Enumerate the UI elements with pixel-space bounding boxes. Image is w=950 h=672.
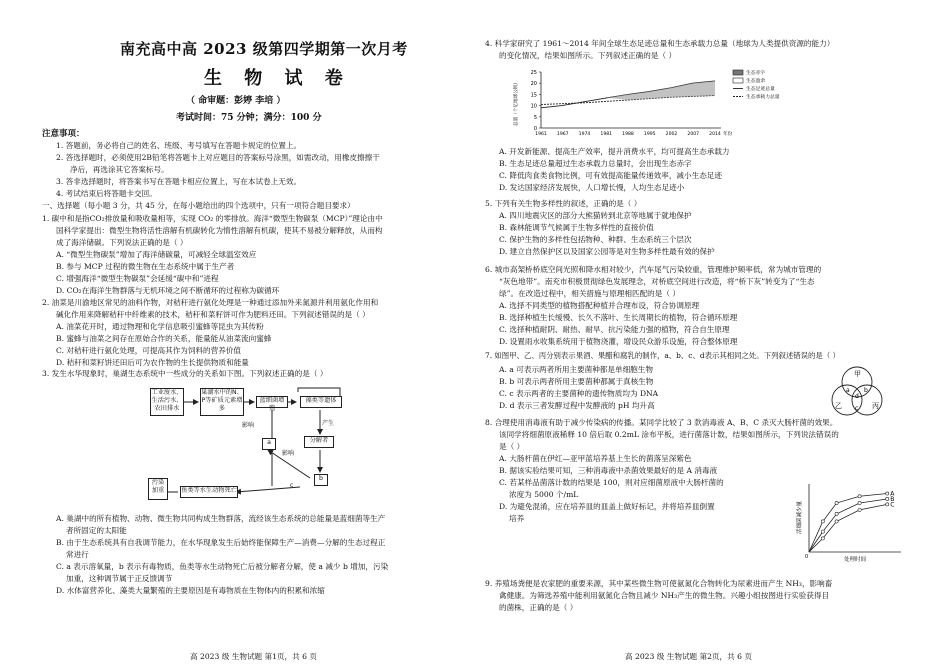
y-tick-label: 15 <box>530 92 537 99</box>
q7-option: D. d 表示三者发酵过程中发酵液的 pH 均升高 <box>499 401 655 410</box>
q2-option: D. 秸秆和菜籽饼还田后可为农作物的生长提供物质和能量 <box>56 358 249 367</box>
venn-label-c: c <box>855 405 859 412</box>
q9-line: 9. 养殖场粪便是农家肥的重要来源，其中某些微生物可使氨氮化合物转化为尿素进而产生 NH₃，影响畜 <box>485 579 833 588</box>
x-tick-label: 2002 <box>665 132 678 137</box>
q3-option: C. a 表示溶氧量，b 表示有毒物质，鱼类等水生动物死亡后被分解者分解，使 a 减少 b 增加，污染 <box>56 562 389 571</box>
x-tick-label: 1967 <box>556 132 569 137</box>
q3-option: B. 由于生态系统具有自我调节能力，在水华现象发生后始终能保障生产—消费—分解的生态过程正 <box>56 538 386 547</box>
q7-options <box>485 364 658 412</box>
x-tick-label: 1988 <box>622 132 634 137</box>
y-tick-label: 20 <box>530 81 537 88</box>
q2-line: 碱化作用来降解秸秆中纤维素的技术，秸秆和菜籽饼可作为肥料还田。下列叙述错误的是（ ） <box>56 310 370 319</box>
x-axis-label: 年份 <box>723 132 733 137</box>
q8-line: 该同学将细菌原液稀释 10 倍后取 0.2mL 涂布平板，进行菌落计数，结果如图所示，下列说法错误的 <box>499 430 839 439</box>
q5-option: B. 森林能调节气候属于生物多样性的直接价值 <box>499 223 654 232</box>
q1-option: D. CO₂在海洋生物群落与无机环境之间不断循环的过程称为碳循环 <box>56 286 280 295</box>
q1-option: B. 参与 MCP 过程的微生物在生态系统中属于生产者 <box>56 262 235 271</box>
q4-option: A. 开发新能源、提高生产效率，提升消费水平，均可提高生态承载力 <box>499 147 730 156</box>
q3-option: D. 水体富营养化、藻类大量繁殖的主要原因是有毒物质在生物体内的积累和浓缩 <box>56 586 325 595</box>
note-item: 净后，再选涂其它答案标号。 <box>70 165 169 174</box>
venn-label-a: a <box>846 387 850 394</box>
question-6 <box>485 264 821 348</box>
q5-line: 5. 下列有关生物多样性的叙述，正确的是（ ） <box>485 199 642 208</box>
diagram-label-c: c <box>290 482 294 489</box>
question-5 <box>485 198 715 258</box>
notes-heading: 注意事项： <box>42 129 85 139</box>
origin-label: 0 <box>805 554 809 560</box>
note-item: 3. 答非选择题时，将答案书写在答题卡相应位置上，写在本试卷上无效。 <box>56 177 302 186</box>
legend-entry: 生态赤字 <box>746 71 766 76</box>
q6-option: B. 选择种植生长缓慢、长久不落叶、生长周期长的植物，符合循环原理 <box>499 313 738 322</box>
series-point <box>835 512 838 515</box>
q2-option: A. 油菜花开时，通过物理和化学信息吸引蜜蜂等昆虫为其传粉 <box>56 322 264 331</box>
question-2 <box>42 297 378 369</box>
q4-chart <box>511 66 841 146</box>
series-point <box>821 537 824 540</box>
q1-line: 国科学家提出：微型生物将活性溶解有机碳转化为惰性溶解有机碳，使其不易被分解释放，从而构 <box>56 226 383 235</box>
q6-option: A. 选择不同类型的植物搭配种植并合理布设，符合协调原理 <box>499 301 700 310</box>
notes-list <box>56 140 380 200</box>
q3-option: A. 巢湖中的所有植物、动物、微生物共同构成生物群落，流经该生态系统的总能量是蓝细菌等生产 <box>56 514 386 523</box>
q1-option: A. “微型生物碳泵”增加了海洋储碳量，可减轻全球温室效应 <box>56 250 257 259</box>
series-point <box>858 495 861 498</box>
q4-option: D. 发达国家经济发展快，人口增长慢，人均生态足迹小 <box>499 183 685 192</box>
q7-venn <box>827 364 887 420</box>
q4-option: C. 降低肉食类食物比例，可有效提高能量传递效率，减小生态足迹 <box>499 171 722 180</box>
q1-option: C. 增强海洋“微型生物碳泵”会延缓“碳中和”进程 <box>56 274 219 283</box>
series-point <box>886 503 889 506</box>
q4-option: B. 生态足迹总量超过生态承载力总量时，会出现生态赤字 <box>499 159 692 168</box>
diagram-box-nutrients: 巢湖水中的N、P等矿质元素增多 <box>200 388 244 416</box>
q4-options <box>485 146 730 194</box>
exam-subject: 生 物 试 卷 <box>204 68 351 89</box>
diagram-box-remains: 藻类等遗体 <box>300 396 342 408</box>
diagram-label-a: a <box>262 438 276 450</box>
q8-option: 培养 <box>509 514 525 523</box>
page-2 <box>475 0 950 672</box>
exam-title: 南充高中高 2023 级第四学期第一次月考 <box>120 40 408 58</box>
x-tick-label: 1961 <box>535 132 547 137</box>
q8-option: A. 大肠杆菌在伊红—亚甲蓝培养基上生长的菌落呈深紫色 <box>499 454 692 463</box>
q7-line: 7. 如图甲、乙、丙分别表示果酒、果醋和腐乳的制作，a、b、c、d表示其相同之处。下列叙述错误的是（ ） <box>485 351 840 360</box>
q1-line: 1. 碳中和是指CO₂排放量和吸收量相等，实现 CO₂ 的零排放。海洋“微型生物碳泵（MCP）”理论由中 <box>42 214 383 223</box>
q3-option: 常进行 <box>66 550 89 559</box>
series-line-A <box>809 494 887 552</box>
q2-line: 2. 油菜是川渝地区常见的油料作物，对秸秆进行氨化处理是一种通过添加外来氮源并利用氨化作用和 <box>42 298 379 307</box>
venn-label-bing: 丙 <box>872 402 879 410</box>
diagram-label-influence: 影响 <box>242 422 255 429</box>
q8-line: 是（ ） <box>499 442 525 451</box>
q3-options <box>42 513 388 597</box>
q7-option: B. b 可表示两者所用主要菌种都属于真核生物 <box>499 377 654 386</box>
legend-entry: 生态盈余 <box>746 79 766 84</box>
y-axis-label: 活细菌减少量 <box>797 500 803 534</box>
question-3 <box>42 368 327 380</box>
q9-line: 的菌株，正确的是（ ） <box>499 603 578 612</box>
diagram-label-influence: 影响 <box>282 450 295 457</box>
q8-option: 浓度为 5000 个/mL <box>509 490 579 499</box>
q8-option: B. 据该实验结果可知，三种消毒液中杀菌效果最好的是 A 消毒液 <box>499 466 718 475</box>
y-tick-label: 10 <box>530 103 537 110</box>
series-point <box>886 492 889 495</box>
q8-chart-svg <box>791 478 911 568</box>
y-tick-label: 0 <box>533 126 537 132</box>
q2-option: B. 蜜蜂与油菜之间存在原始合作的关系，能量能从油菜流向蜜蜂 <box>56 334 272 343</box>
note-item: 4. 考试结束后将答题卡交回。 <box>56 189 157 198</box>
x-tick-label: 1995 <box>643 132 656 137</box>
x-tick-label: 2007 <box>687 132 700 137</box>
legend-entry: 生态足迹总量 <box>746 87 775 92</box>
venn-svg <box>827 364 887 420</box>
venn-label-b: b <box>864 387 868 394</box>
note-item: 1. 答题前，务必将自己的姓名、班级、考号填写在答题卡规定的位置上。 <box>56 141 302 150</box>
x-tick-label: 1974 <box>578 132 591 137</box>
question-8 <box>485 417 839 525</box>
diagram-box-cyanobacteria: 蓝细菌增殖 <box>256 396 288 408</box>
series-label: A <box>890 490 895 498</box>
diagram-label-b: b <box>314 474 328 486</box>
q3-option: 者所固定的太阳能 <box>66 526 127 535</box>
diagram-box-wastewater: 工业废水、生活污水、农田排水 <box>150 388 184 416</box>
y-axis-label: 总量（十亿地球公顷） <box>514 80 519 126</box>
note-item: 2. 答选择题时，必须使用2B铅笔将答题卡上对应题目的答案标号涂黑，如需改动，用橡皮擦擦干 <box>56 153 380 162</box>
series-point <box>835 520 838 523</box>
deficit-area <box>607 81 715 100</box>
section-heading: 一、选择题（每小题 3 分，共 45 分，在每小题给出的四个选项中，只有一项符合题目要求） <box>42 201 355 210</box>
q6-option: D. 设置雨水收集系统用于植物浇灌，增设民众游乐设施，符合整体原理 <box>499 337 738 346</box>
question-7 <box>485 350 840 362</box>
y-tick-label: 5 <box>533 114 537 121</box>
q4-line: 4. 科学家研究了 1961～2014 年间全球生态足迹总量和生态承载力总量（地球为人类提供资源的能力） <box>485 39 835 48</box>
q3-diagram <box>150 386 370 508</box>
y-tick-label: 25 <box>530 70 537 76</box>
venn-label-d: d <box>855 393 859 400</box>
series-point <box>835 501 838 504</box>
series-label: C <box>890 501 895 509</box>
q4-chart-svg <box>511 66 841 146</box>
diagram-label-produce: 产生 <box>322 420 335 427</box>
exam-info: 考试时间：75 分钟；满分：100 分 <box>176 113 322 123</box>
q5-option: C. 保护生物的多样性包括物种、种群、生态系统三个层次 <box>499 235 692 244</box>
question-1 <box>42 213 383 297</box>
footer-left: 高 2023 级 生物试题 第1页，共 6 页 <box>190 652 318 661</box>
q8-chart <box>791 478 911 568</box>
q8-option: D. 为避免混淆，应在培养皿的皿盖上做好标记，并将培养皿倒置 <box>499 502 715 511</box>
diagram-box-fish-death: 鱼类等水生动物死亡 <box>180 486 238 498</box>
legend-entry: 生态承载力总量 <box>746 95 780 100</box>
diagram-box-decomposer: 分解者 <box>304 436 334 448</box>
q7-option: C. c 表示两者的主要菌种的遗传物质均为 DNA <box>499 389 659 398</box>
series-point <box>858 501 861 504</box>
legend-swatch <box>733 70 743 75</box>
footer-right: 高 2023 级 生物试题 第2页，共 6 页 <box>625 652 753 661</box>
q1-line: 成了海洋储碳。下列说法正确的是（ ） <box>56 238 188 247</box>
q9-line: 禽健康。为筛选养殖中能利用氨氮化合物且减少 NH₃产生的微生物。兴趣小组按图进行实验获得目 <box>499 591 830 600</box>
q6-line: 绿”。在改造过程中，相关措施与原理相匹配的是（ ） <box>499 289 680 298</box>
q3-line: 3. 发生水华现象时，巢湖生态系统中一些成分的关系如下图。下列叙述正确的是（ ） <box>42 369 328 378</box>
q6-line: 6. 城市高架桥桥底空间光照和降水相对较少，汽车尾气污染较重，管理维护频率低，常为城市管理的 <box>485 265 822 274</box>
diagram-box-pollution: 污染加重 <box>148 478 168 500</box>
q3-option: 加重，这种调节属于正反馈调节 <box>66 574 173 583</box>
q5-option: A. 四川地震灾区的部分大熊猫转到北京等地属于就地保护 <box>499 211 692 220</box>
q8-line: 8. 合理使用消毒液有助于减少传染病的传播。某同学比较了 3 款消毒液 A、B、C 杀灭大肠杆菌的效果。 <box>485 418 838 427</box>
exam-authors: （ 命审题：彭婷 李培 ） <box>186 96 286 106</box>
q6-option: C. 选择种植耐阴、耐热、耐旱、抗污染能力强的植物，符合自生原理 <box>499 325 730 334</box>
series-point <box>821 530 824 533</box>
venn-label-yi: 乙 <box>835 402 842 410</box>
series-point <box>821 520 824 523</box>
series-line-C <box>809 504 887 552</box>
question-9 <box>485 578 832 614</box>
q5-option: D. 建立自然保护区以及国家公园等是对生物多样性最有效的保护 <box>499 247 715 256</box>
legend-swatch <box>733 78 743 83</box>
q6-line: “灰色地带”。南充市积极贯彻绿色发展理念，对桥底空间进行改造，将“桥下灰”转变为了“生态 <box>499 277 815 286</box>
series-label: B <box>890 495 895 503</box>
x-tick-label: 1981 <box>600 132 613 137</box>
series-point <box>858 508 861 511</box>
q8-option: C. 若某样品菌落计数的结果是 100，则对应细菌原液中大肠杆菌的 <box>499 478 724 487</box>
q2-option: C. 对秸秆进行氨化处理，可提高其作为饲料的营养价值 <box>56 346 242 355</box>
question-4 <box>485 38 834 62</box>
x-tick-label: 2014 <box>709 132 721 137</box>
series-point <box>886 497 889 500</box>
q7-option: A. a 可表示两者所用主要菌种都是单细胞生物 <box>499 365 653 374</box>
q4-line: 的变化情况，结果如图所示。下列叙述正确的是（ ） <box>499 51 677 60</box>
x-axis-label: 处理时间 <box>843 557 867 563</box>
venn-label-jia: 甲 <box>854 370 861 378</box>
